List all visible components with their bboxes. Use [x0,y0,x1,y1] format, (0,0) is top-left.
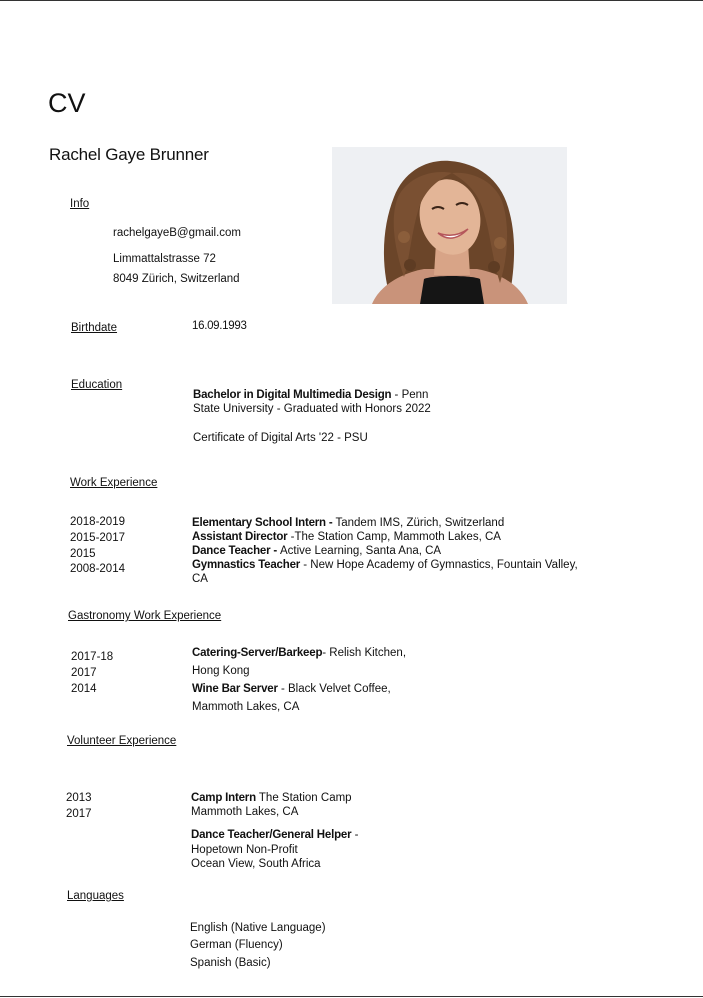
info-heading: Info [70,198,90,210]
gastro-item-line2: Hong Kong [192,665,250,677]
language-item: English (Native Language) [190,922,326,934]
work-year: 2015-2017 [70,532,125,544]
document-title: CV [48,88,86,118]
language-item: Spanish (Basic) [190,957,271,969]
work-item-rest: - New Hope Academy of Gymnastics, Fountain Valley, [300,559,578,571]
volunteer-item-line3: Ocean View, South Africa [191,858,321,870]
volunteer-item-rest: The Station Camp [255,792,352,804]
degree-rest: - Penn [391,389,429,401]
work-item-title: Dance Teacher - [192,545,280,557]
street-text: Limmattalstrasse 72 [113,253,216,265]
volunteer-item-line2: Hopetown Non-Profit [191,844,298,856]
work-item-rest: Active Learning, Santa Ana, CA [280,545,442,557]
volunteer-item-line2: Mammoth Lakes, CA [191,806,299,818]
work-item [192,516,504,530]
volunteer-year: 2017 [66,808,92,820]
education-degree-line1 [193,388,428,402]
education-heading: Education [71,379,123,391]
languages-heading: Languages [67,890,124,902]
work-item-title: Elementary School Intern - [192,517,336,529]
work-item [192,544,441,558]
volunteer-year: 2013 [66,792,92,804]
work-item-rest: Tandem IMS, Zürich, Switzerland [335,517,505,529]
gastro-item-rest: - Black Velvet Coffee, [277,683,391,695]
volunteer-item-title: Camp Intern [191,792,256,804]
gastro-item-title: Catering-Server/Barkeep [192,647,323,659]
gastro-item-title: Wine Bar Server [192,683,278,695]
work-item-rest: -The Station Camp, Mammoth Lakes, CA [287,531,501,543]
gastro-item-rest: - Relish Kitchen, [322,647,407,659]
work-item [192,558,578,572]
volunteer-item-rest: - [351,829,359,841]
volunteer-item [191,828,358,842]
work-item-title: Gymnastics Teacher [192,559,301,571]
language-item: German (Fluency) [190,939,283,951]
person-name: Rachel Gaye Brunner [49,145,209,164]
gastro-year: 2017 [71,667,97,679]
education-certificate: Certificate of Digital Arts '22 - PSU [193,432,368,444]
gastro-heading: Gastronomy Work Experience [68,610,222,622]
gastro-item [192,682,391,696]
volunteer-item-title: Dance Teacher/General Helper [191,829,352,841]
city-text: 8049 Zürich, Switzerland [113,273,240,285]
gastro-item [192,646,406,660]
work-item-continuation: CA [192,573,208,585]
education-degree-line2: State University - Graduated with Honors 2022 [193,403,431,415]
work-year: 2018-2019 [70,516,125,528]
degree-title: Bachelor in Digital Multimedia Design [193,389,392,401]
profile-photo [332,147,567,304]
work-year: 2008-2014 [70,563,125,575]
gastro-year: 2017-18 [71,651,114,663]
work-year: 2015 [70,548,96,560]
volunteer-item [191,791,352,805]
birthdate-heading: Birthdate [71,322,118,334]
work-heading: Work Experience [70,477,158,489]
volunteer-heading: Volunteer Experience [67,735,177,747]
gastro-item-line2: Mammoth Lakes, CA [192,701,300,713]
work-item [192,530,501,544]
work-item-title: Assistant Director [192,531,288,543]
gastro-year: 2014 [71,683,97,695]
page-bottom-border [0,996,703,997]
page-top-border [0,0,703,1]
birthdate-value: 16.09.1993 [192,320,247,332]
email-text: rachelgayeB@gmail.com [113,227,242,239]
